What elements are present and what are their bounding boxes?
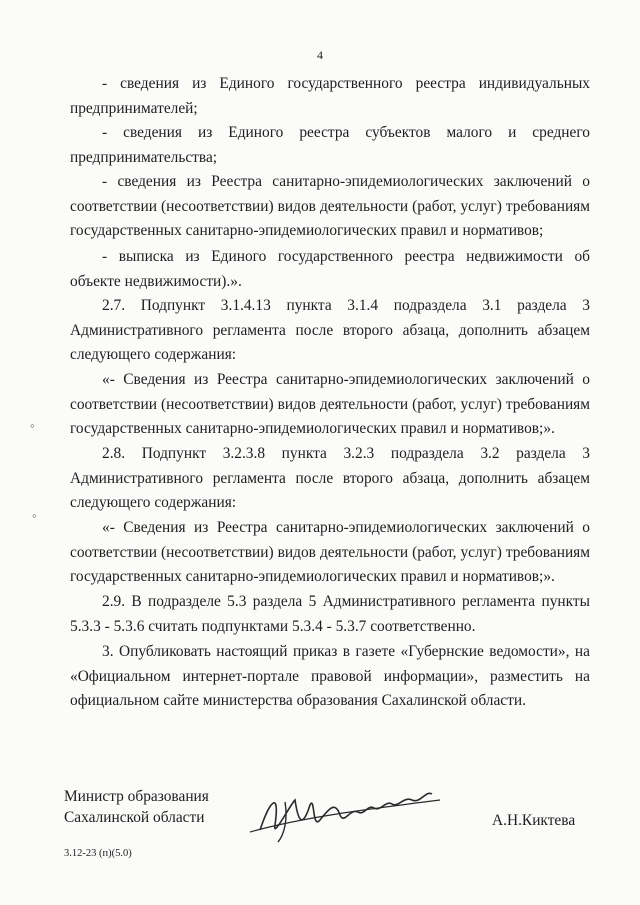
margin-mark: ◦ (30, 418, 35, 433)
paragraph-egrip: - сведения из Единого государственного реестра индивидуальных предпринимателей; (70, 75, 590, 117)
paragraph-msp-register: - сведения из Единого реестра субъектов малого и среднего предпринимательства; (70, 124, 590, 166)
paragraph-2-8-quote: «- Сведения из Реестра санитарно-эпидемиологических заключений о соответствии (несоответствии) видов деятельности (работ, услуг) требованиям государственных санитарно-эпидемиологических правил и нормативов;». (70, 519, 590, 585)
paragraph-2-9: 2.9. В подразделе 5.3 раздела 5 Административного регламента пункты 5.3.3 - 5.3.6 считать подпунктами 5.3.4 - 5.3.7 соответственно. (70, 593, 590, 635)
paragraph-egrn-extract: - выписка из Единого государственного реестра недвижимости об объекте недвижимости).». (70, 248, 590, 290)
signer-name: А.Н.Киктева (492, 812, 576, 829)
signature-title (64, 786, 209, 828)
handwritten-signature (240, 760, 450, 850)
paragraph-3-publish: 3. Опубликовать настоящий приказ в газете «Губернские ведомости», на «Официальном интернет-портале правовой информации», разместить на официальном сайте министерства образования Сахалинской области. (70, 643, 590, 709)
paragraph-2-8: 2.8. Подпункт 3.2.3.8 пункта 3.2.3 подраздела 3.2 раздела 3 Административного регламента после второго абзаца, дополнить абзацем следующего содержания: (70, 445, 590, 511)
signature-title-line2: Сахалинской области (64, 809, 205, 826)
signature-title-line1: Министр образования (64, 788, 209, 805)
document-code: 3.12-23 (п)(5.0) (64, 848, 132, 859)
page-number: 4 (317, 48, 323, 62)
paragraph-2-7-quote: «- Сведения из Реестра санитарно-эпидемиологических заключений о соответствии (несоответствии) видов деятельности (работ, услуг) требованиям государственных санитарно-эпидемиологических правил и нормативов;». (70, 371, 590, 437)
paragraph-2-7: 2.7. Подпункт 3.1.4.13 пункта 3.1.4 подраздела 3.1 раздела 3 Административного регламента после второго абзаца, дополнить абзацем следующего содержания: (70, 297, 590, 363)
margin-mark: ◦ (32, 508, 37, 523)
paragraph-sanepid-register: - сведения из Реестра санитарно-эпидемиологических заключений о соответствии (несоответствии) видов деятельности (работ, услуг) требованиям государственных санитарно-эпидемиологических правил и нормативов; (70, 173, 590, 239)
